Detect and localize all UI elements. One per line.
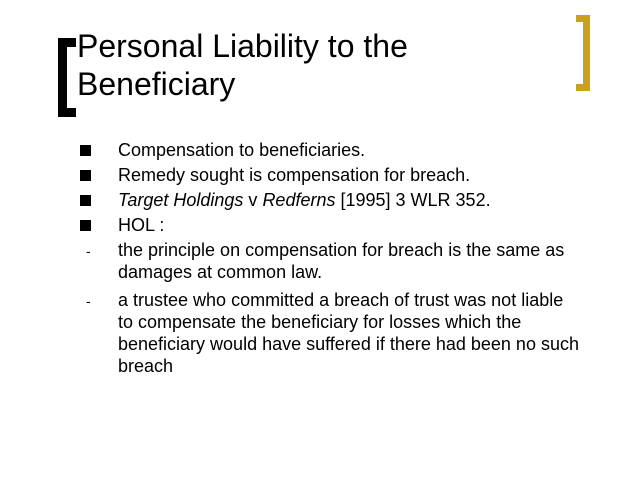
bullet-text: Compensation to beneficiaries.: [118, 140, 366, 160]
case-versus: v: [243, 190, 263, 210]
dash-bullet-icon: -: [86, 243, 91, 259]
square-bullet-icon: [80, 164, 110, 186]
bullet-item-case-citation: [80, 189, 580, 211]
bullet-item: [80, 214, 580, 236]
bullet-text: Remedy sought is compensation for breach.: [118, 165, 471, 185]
case-party-1: Target Holdings: [118, 190, 244, 210]
bullet-text: HOL :: [118, 215, 165, 235]
right-bracket-decoration: [583, 15, 590, 91]
dash-item: [80, 239, 580, 283]
left-bracket-bottom: [58, 108, 76, 117]
case-party-2: Redferns: [262, 190, 336, 210]
dash-item-text: a trustee who committed a breach of trust was not liable to compensate the beneficiary for losses which the beneficiary would have suffered if there had been no such breach: [118, 290, 579, 376]
bullet-list: [80, 139, 580, 383]
square-bullet-icon: [80, 214, 110, 236]
dash-item: [80, 289, 580, 377]
left-bracket-top: [58, 38, 76, 47]
right-bracket-top: [576, 15, 590, 22]
title-line-2: Beneficiary: [77, 66, 236, 102]
square-bullet-icon: [80, 139, 110, 161]
left-bracket-decoration: [58, 38, 67, 117]
slide-title: [77, 27, 557, 103]
right-bracket-bottom: [576, 84, 590, 91]
title-line-1: Personal Liability to the: [77, 28, 408, 64]
bullet-item: [80, 139, 580, 161]
dash-item-text: the principle on compensation for breach is the same as damages at common law.: [118, 240, 565, 282]
dash-bullet-icon: -: [86, 293, 91, 309]
square-bullet-icon: [80, 189, 110, 211]
bullet-item: [80, 164, 580, 186]
case-citation: [1995] 3 WLR 352.: [335, 190, 491, 210]
